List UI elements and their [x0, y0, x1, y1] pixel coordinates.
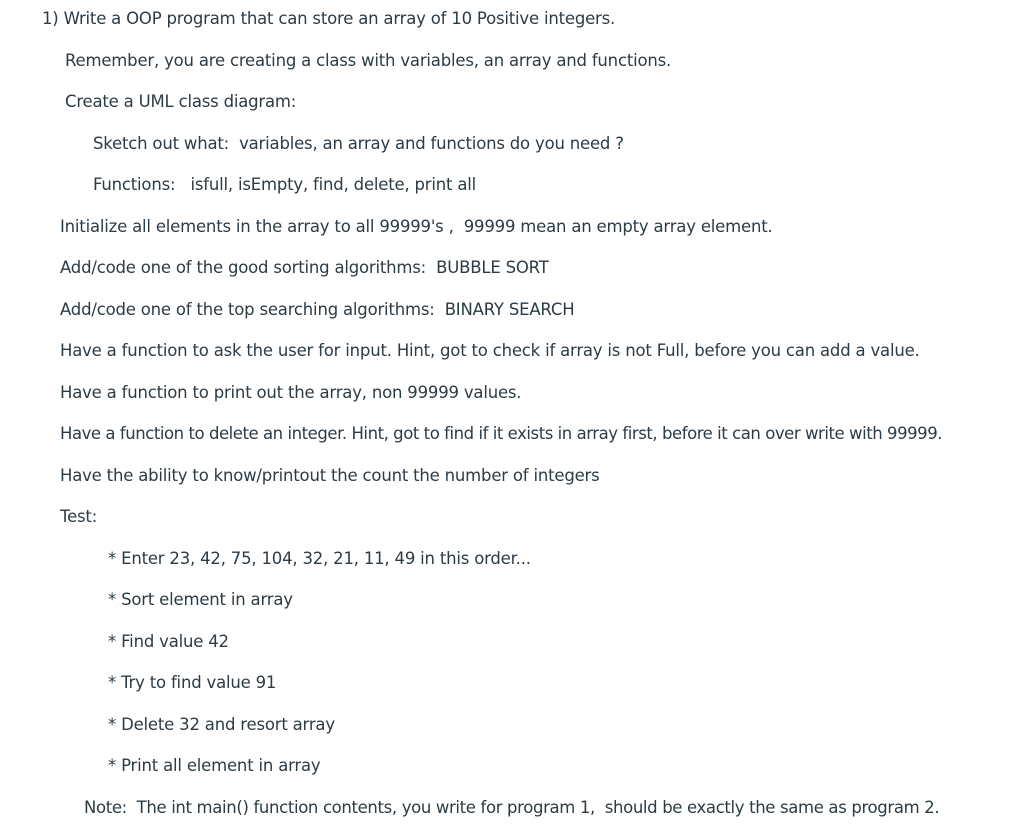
test-item: * Delete 32 and resort array	[108, 715, 335, 734]
requirement-item: Add/code one of the top searching algorithms: BINARY SEARCH	[60, 300, 575, 319]
note-text: Note: The int main() function contents, you write for program 1, should be exactly the same as program 2.	[84, 798, 940, 817]
sketch-text: Sketch out what: variables, an array and functions do you need ?	[93, 134, 624, 153]
uml-heading: Create a UML class diagram:	[65, 92, 297, 111]
test-heading: Test:	[60, 507, 98, 526]
requirement-item: Have a function to delete an integer. Hint, got to find if it exists in array first, before it can over write with 99999.	[60, 424, 943, 443]
requirement-item: Add/code one of the good sorting algorithms: BUBBLE SORT	[60, 258, 549, 277]
assignment-heading: 1) Write a OOP program that can store an array of 10 Positive integers.	[42, 9, 616, 28]
requirement-item: Have a function to ask the user for input. Hint, got to check if array is not Full, before you can add a value.	[60, 341, 920, 360]
requirement-item: Have the ability to know/printout the count the number of integers	[60, 466, 600, 485]
test-item: * Enter 23, 42, 75, 104, 32, 21, 11, 49 in this order...	[108, 549, 531, 568]
test-item: * Find value 42	[108, 632, 229, 651]
remember-text: Remember, you are creating a class with variables, an array and functions.	[65, 51, 672, 70]
requirement-item: Initialize all elements in the array to all 99999's , 99999 mean an empty array element.	[60, 217, 773, 236]
functions-text: Functions: isfull, isEmpty, find, delete, print all	[93, 175, 477, 194]
test-item: * Print all element in array	[108, 756, 321, 775]
requirement-item: Have a function to print out the array, non 99999 values.	[60, 383, 522, 402]
test-item: * Sort element in array	[108, 590, 293, 609]
test-item: * Try to find value 91	[108, 673, 277, 692]
